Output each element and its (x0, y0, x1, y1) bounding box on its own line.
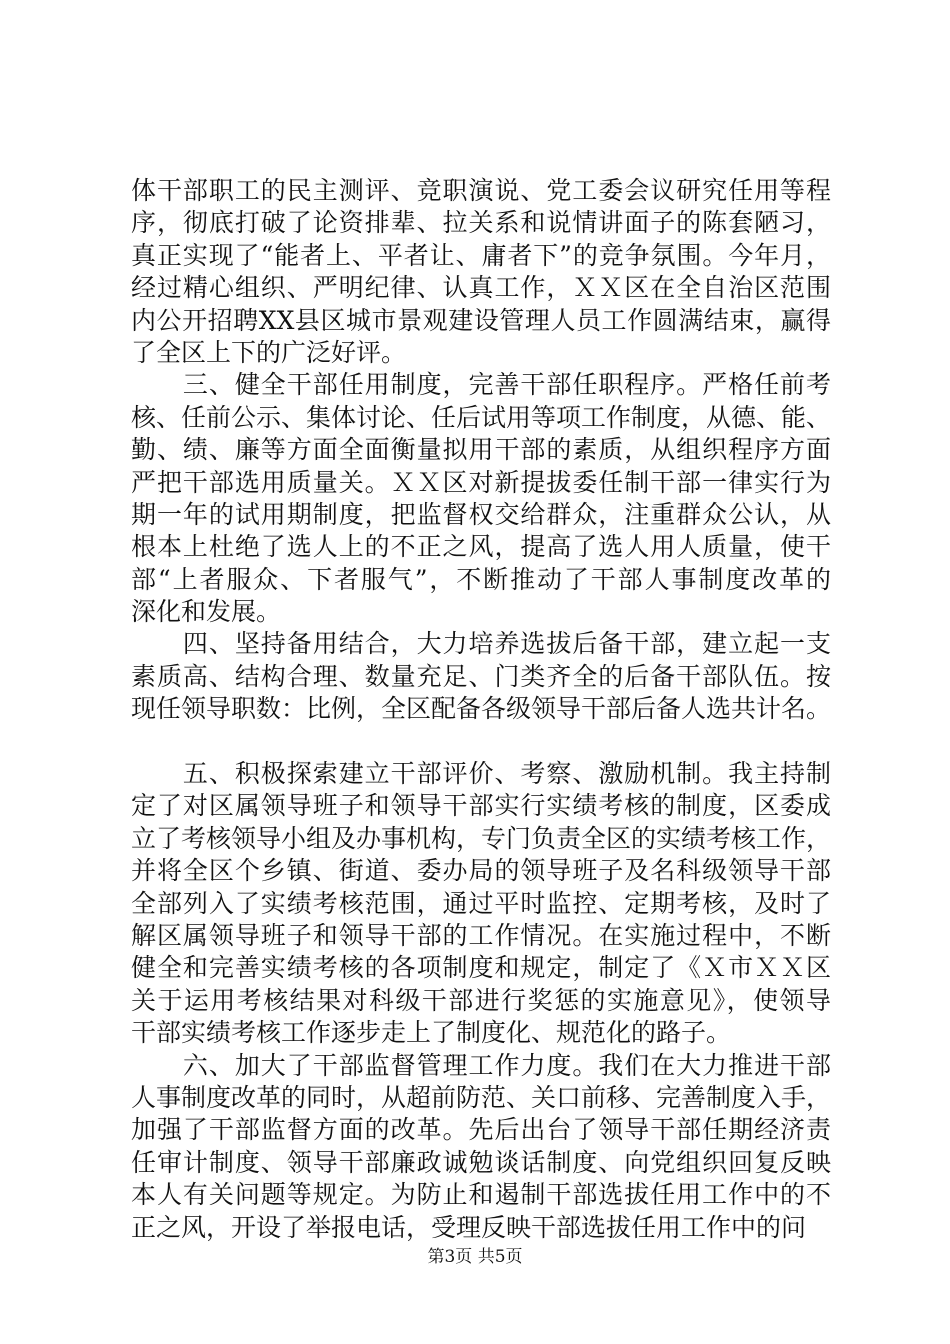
text-line: 加强了干部监督方面的改革。先后出台了领导干部任期经济责 (131, 1115, 831, 1145)
text-line: 四、坚持备用结合，大力培养选拔后备干部，建立起一支 (131, 629, 831, 659)
text-line: 全部列入了实绩考核范围，通过平时监控、定期考核，及时了 (131, 888, 831, 918)
text-line: 了全区上下的广泛好评。 (131, 337, 407, 367)
page-footer: 第3页 共5页 (427, 1247, 523, 1267)
text-line: 人事制度改革的同时，从超前防范、关口前移、完善制度入手， (131, 1082, 832, 1112)
text-line: 体干部职工的民主测评、竞职演说、党工委会议研究任用等程 (131, 176, 831, 205)
text-line: 干部实绩考核工作逐步走上了制度化、规范化的路子。 (131, 1018, 732, 1048)
paragraph-gap (131, 726, 831, 758)
text-line: 关于运用考核结果对科级干部进行奖惩的实施意见》，使领导 (131, 985, 831, 1015)
text-line: 健全和完善实绩考核的各项制度和规定，制定了《Ｘ市ＸＸ区 (131, 953, 831, 983)
text-line: 立了考核领导小组及办事机构，专门负责全区的实绩考核工作， (131, 823, 832, 853)
text-line: 序，彻底打破了论资排辈、拉关系和说情讲面子的陈套陋习， (131, 208, 831, 238)
text-line: 勤、绩、廉等方面全面衡量拟用干部的素质，从组织程序方面 (131, 435, 831, 465)
text-line: 本人有关问题等规定。为防止和遏制干部选拔任用工作中的不 (131, 1180, 831, 1210)
text-line: 并将全区个乡镇、街道、委办局的领导班子及名科级领导干部 (131, 856, 831, 886)
text-line: 根本上杜绝了选人上的不正之风，提高了选人用人质量，使干 (131, 532, 831, 562)
text-line: 任审计制度、领导干部廉政诚勉谈话制度、向党组织回复反映 (131, 1147, 831, 1177)
text-line: 严把干部选用质量关。ＸＸ区对新提拔委任制干部一律实行为 (131, 467, 831, 497)
document-body (131, 175, 831, 1244)
text-line: 现任领导职数：比例，全区配备各级领导干部后备人选共计名。 (131, 694, 832, 724)
text-line: 真正实现了“能者上、平者让、庸者下”的竞争氛围。今年月， (131, 240, 831, 270)
text-line: 期一年的试用期制度，把监督权交给群众，注重群众公认，从 (131, 499, 831, 529)
text-line: 五、积极探索建立干部评价、考察、激励机制。我主持制 (131, 759, 831, 789)
text-line: 部“上者服众、下者服气”，不断推动了干部人事制度改革的 (131, 564, 831, 594)
text-line: 内公开招聘XX县区城市景观建设管理人员工作圆满结束，赢得 (131, 305, 831, 335)
text-line: 正之风，开设了举报电话，受理反映干部选拔任用工作中的问 (131, 1212, 807, 1242)
text-line: 定了对区属领导班子和领导干部实行实绩考核的制度，区委成 (131, 791, 831, 821)
text-line: 解区属领导班子和领导干部的工作情况。在实施过程中，不断 (131, 920, 831, 950)
text-line: 深化和发展。 (131, 597, 282, 627)
text-line: 六、加大了干部监督管理工作力度。我们在大力推进干部 (131, 1050, 831, 1080)
text-line: 素质高、结构合理、数量充足、门类齐全的后备干部队伍。按 (131, 661, 831, 691)
text-line: 三、健全干部任用制度，完善干部任职程序。严格任前考 (131, 370, 831, 400)
text-line: 经过精心组织、严明纪律、认真工作，ＸＸ区在全自治区范围 (131, 273, 831, 303)
text-line: 核、任前公示、集体讨论、任后试用等项工作制度，从德、能、 (131, 402, 832, 432)
